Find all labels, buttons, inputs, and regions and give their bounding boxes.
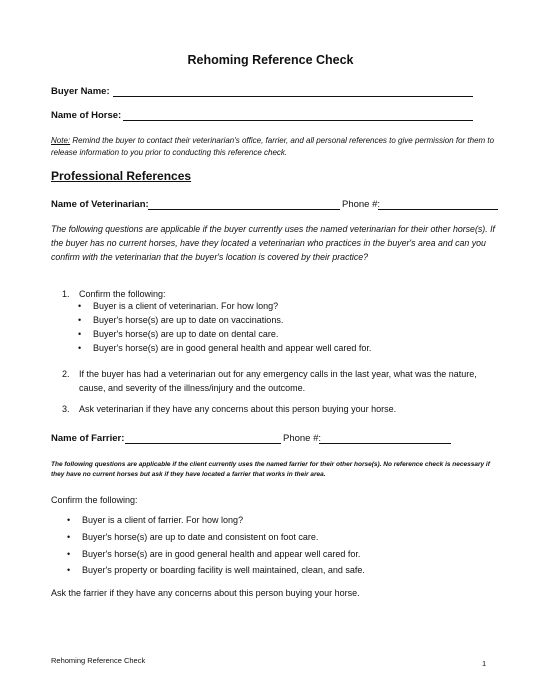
list-number: 1. <box>62 289 70 299</box>
list-number: 2. <box>62 369 70 379</box>
list-item: Buyer's horse(s) are up to date on vaccinations. <box>93 315 284 325</box>
bullet-icon: • <box>78 329 82 339</box>
bullet-icon: • <box>78 343 82 353</box>
bullet-icon: • <box>67 515 71 525</box>
list-item: Buyer is a client of farrier. For how long? <box>82 515 244 525</box>
horse-name-label: Name of Horse: <box>51 110 122 121</box>
farrier-phone-line <box>319 443 451 444</box>
bullet-icon: • <box>78 301 82 311</box>
list-number: 3. <box>62 404 70 414</box>
farrier-name-label: Name of Farrier: <box>51 433 125 444</box>
list-item: Buyer's horse(s) are up to date on dental care. <box>93 329 279 339</box>
buyer-name-label: Buyer Name: <box>51 86 110 97</box>
list-item: Buyer's property or boarding facility is well maintained, clean, and safe. <box>82 565 365 575</box>
farrier-phone-label: Phone #: <box>283 433 322 444</box>
vet-name-line <box>148 209 340 210</box>
note-text: Remind the buyer to contact their veterinarian's office, farrier, and all personal references to give permission for them to release information to you prior to conducting this reference check. <box>51 136 495 157</box>
page-number: 1 <box>482 659 487 668</box>
page-title: Rehoming Reference Check <box>187 53 354 67</box>
farrier-name-line <box>125 443 281 444</box>
bullet-icon: • <box>78 315 82 325</box>
bullet-icon: • <box>67 549 71 559</box>
permission-note <box>51 135 501 159</box>
list-item: Buyer's horse(s) are in good general health and appear well cared for. <box>93 343 372 353</box>
farrier-ask: Ask the farrier if they have any concerns about this person buying your horse. <box>51 588 360 598</box>
farrier-intro: The following questions are applicable if the client currently uses the named farrier for their other horse(s). No reference check is necessary if they have no current horses but ask if they have located a farrier that works in their area. <box>51 461 490 478</box>
buyer-name-line <box>113 96 473 97</box>
note-prefix: Note: <box>51 136 71 145</box>
bullet-icon: • <box>67 532 71 542</box>
list-item: Buyer's horse(s) are in good general health and appear well cared for. <box>82 549 361 559</box>
vet-name-label: Name of Veterinarian: <box>51 199 149 210</box>
farrier-confirm: Confirm the following: <box>51 495 138 505</box>
bullet-icon: • <box>67 565 71 575</box>
list-item-text: Ask veterinarian if they have any concerns about this person buying your horse. <box>79 404 397 414</box>
list-item-text: Confirm the following: <box>79 289 166 299</box>
list-item: Buyer is a client of veterinarian. For how long? <box>93 301 279 311</box>
list-item-text: If the buyer has had a veterinarian out for any emergency calls in the last year, what was the nature, cause, and severity of the illness/injury and the outcome. <box>79 369 477 393</box>
list-item: Buyer's horse(s) are up to date and consistent on foot care. <box>82 532 319 542</box>
section-heading: Professional References <box>51 169 192 183</box>
vet-intro: The following questions are applicable if the buyer currently uses the named veterinarian for their other horse(s). If the buyer has no current horses, have they located a veterinarian who practices in the buyer's area and can you confirm with the veterinarian that the buyer's location is covered by their practice? <box>51 224 495 262</box>
horse-name-line <box>123 120 473 121</box>
vet-phone-line <box>378 209 498 210</box>
footer-title: Rehoming Reference Check <box>51 656 146 665</box>
vet-phone-label: Phone #: <box>342 199 381 210</box>
